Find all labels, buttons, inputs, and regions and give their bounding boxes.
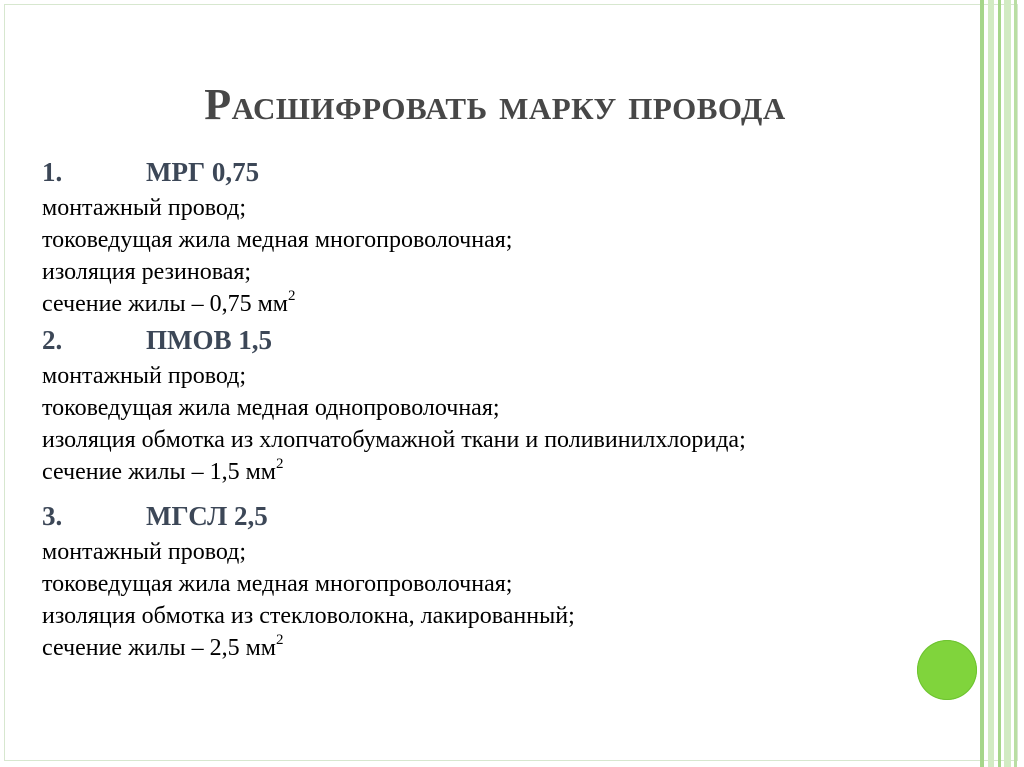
wire-code: МРГ 0,75 (146, 156, 260, 187)
list-item (42, 152, 962, 320)
item-number: 3. (42, 500, 63, 531)
item-line: монтажный провод; (42, 195, 247, 221)
item-number: 2. (42, 324, 63, 355)
spacer (42, 488, 962, 496)
item-heading (42, 496, 962, 536)
section-text: сечение жилы – 0,75 мм (42, 291, 288, 317)
item-line: изоляция резиновая; (42, 259, 252, 285)
item-line: монтажный провод; (42, 539, 247, 565)
section-text: сечение жилы – 2,5 мм (42, 635, 276, 661)
superscript: 2 (287, 288, 296, 304)
wire-code: МГСЛ 2,5 (146, 500, 268, 531)
item-line: монтажный провод; (42, 363, 247, 389)
list-item (42, 496, 962, 664)
list-item (42, 320, 962, 488)
item-line: изоляция обмотка из хлопчатобумажной ткани и поливинилхлорида; (42, 427, 746, 453)
item-line: токоведущая жила медная однопроволочная; (42, 395, 500, 421)
section-text: сечение жилы – 1,5 мм (42, 459, 276, 485)
slide-title: Расшифровать марку провода (204, 80, 786, 130)
item-line: токоведущая жила медная многопроволочная; (42, 571, 513, 597)
content-list (42, 152, 962, 664)
section-line (42, 456, 962, 488)
superscript: 2 (275, 632, 284, 648)
item-heading (42, 152, 962, 192)
item-heading (42, 320, 962, 360)
section-line (42, 288, 962, 320)
item-line: изоляция обмотка из стекловолокна, лакированный; (42, 603, 575, 629)
wire-code: ПМОВ 1,5 (146, 324, 272, 355)
item-number: 1. (42, 156, 63, 187)
decor-stripe (1004, 0, 1011, 767)
decor-stripe (998, 0, 1001, 767)
green-circle-decoration (917, 640, 977, 700)
superscript: 2 (275, 456, 284, 472)
item-line: токоведущая жила медная многопроволочная; (42, 227, 513, 253)
decor-stripe (1014, 0, 1017, 767)
section-line (42, 632, 962, 664)
